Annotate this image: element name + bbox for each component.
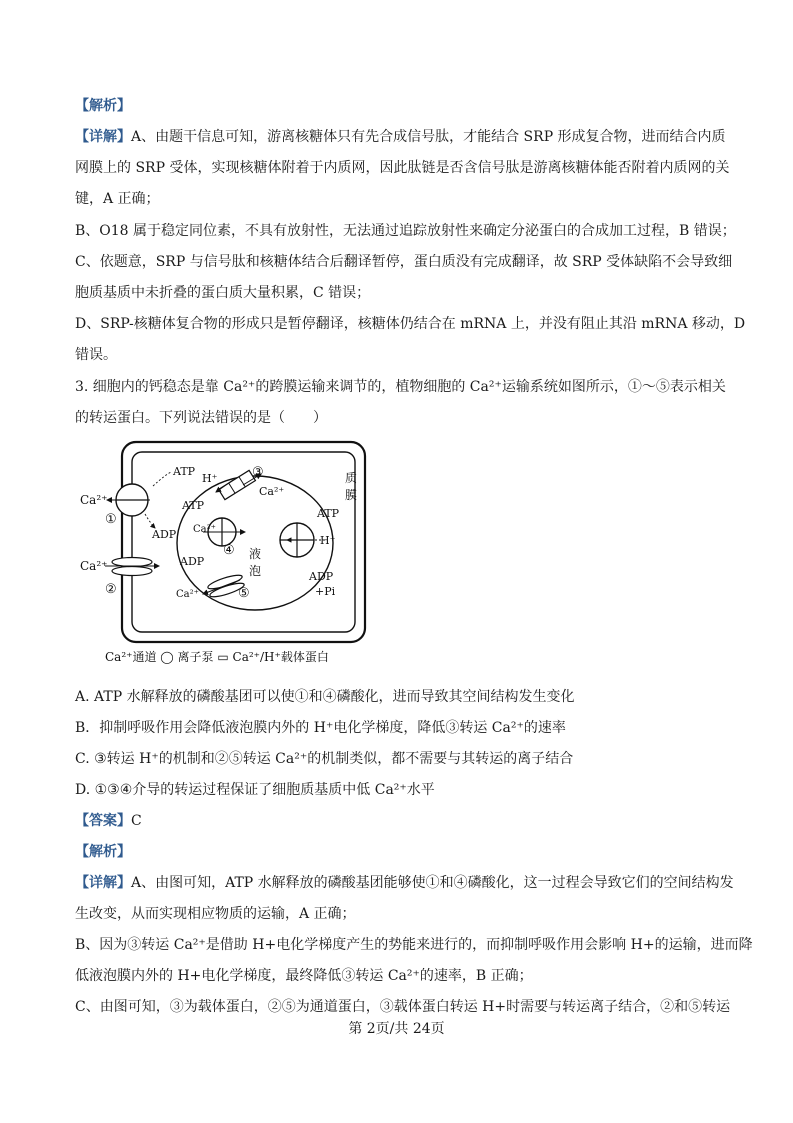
carrier-3 [219, 470, 256, 499]
ca-label: Ca²⁺ [80, 559, 108, 573]
label-3: ③ [252, 465, 264, 480]
analysis-heading-1: 【解析】 [75, 98, 131, 114]
option-b: B．抑制呼吸作用会降低液泡膜内外的 H⁺电化学梯度，降低③转运 Ca²⁺的速率 [75, 720, 566, 736]
analysis-line: B、因为③转运 Ca²⁺是借助 H+电化学梯度产生的势能来进行的，而抑制呼吸作用会影响 H+的运输，进而降 [75, 937, 753, 953]
label-5: ⑤ [238, 586, 250, 601]
answer-value: C [131, 813, 142, 829]
analysis-line: C、依题意，SRP 与信号肽和核糖体结合后翻译暂停，蛋白质没有完成翻译，故 SRP 受体缺陷不会导致细 [75, 254, 733, 270]
adp-pi-label: ADP [309, 570, 334, 583]
analysis-line: B、O18 属于稳定同位素，不具有放射性，无法通过追踪放射性来确定分泌蛋白的合成加工过程，B 错误； [75, 223, 736, 239]
analysis-line: 错误。 [75, 347, 117, 363]
ca-label: Ca²⁺ [80, 493, 108, 507]
label-4: ④ [223, 543, 235, 558]
vacuole-label: 液 [249, 547, 262, 561]
analysis-line: 【详解】A、由题干信息可知，游离核糖体只有先合成信号肽，才能结合 SRP 形成复合物，进而结合内质 [75, 129, 726, 145]
h-plus-label: H⁺ [320, 534, 336, 547]
analysis-line: 低液泡膜内外的 H+电化学梯度，最终降低③转运 Ca²⁺的速率，B 正确； [75, 968, 533, 984]
analysis-line: 胞质基质中未折叠的蛋白质大量积累，C 错误； [75, 285, 371, 301]
analysis-line: D、SRP-核糖体复合物的形成只是暂停翻译，核糖体仍结合在 mRNA 上，并没有阻止其沿 mRNA 移动，D [75, 316, 746, 332]
membrane-label: 膜 [345, 488, 358, 502]
atp-label: ATP [182, 499, 205, 512]
calcium-transport-diagram [75, 440, 375, 670]
question-stem-line: 的转运蛋白。下列说法错误的是（ ） [75, 410, 327, 426]
ca-label: Ca²⁺ [193, 524, 216, 535]
membrane-label: 质 [345, 471, 358, 485]
page-footer: 第 2页/共 24页 [348, 1021, 445, 1037]
analysis-line: C、由图可知，③为载体蛋白，②⑤为通道蛋白，③载体蛋白转运 H+时需要与转运离子结合，②和⑤转运 [75, 999, 731, 1015]
adp-label: ADP [180, 555, 205, 568]
answer-tag: 【答案】 [75, 813, 131, 829]
question-stem-line: 3. 细胞内的钙稳态是靠 Ca²⁺的跨膜运输来调节的，植物细胞的 Ca²⁺运输系统如图所示，①～⑤表示相关 [75, 379, 726, 395]
adp-pi-label: +Pi [315, 585, 336, 598]
atp-label: ATP [173, 465, 196, 478]
label-1: ① [105, 512, 117, 527]
analysis-line: 键，A 正确； [75, 191, 160, 207]
atp-label: ATP [317, 507, 340, 520]
option-a: A. ATP 水解释放的磷酸基团可以使①和④磷酸化，进而导致其空间结构发生变化 [75, 689, 575, 705]
analysis-line: 生改变，从而实现相应物质的运输，A 正确； [75, 906, 356, 922]
answer-line [75, 811, 725, 831]
detail-tag: 【详解】 [75, 129, 131, 145]
option-c: C. ③转运 H⁺的机制和②⑤转运 Ca²⁺的机制类似，都不需要与其转运的离子结合 [75, 751, 574, 767]
ca-label: Ca²⁺ [259, 485, 285, 498]
adp-label: ADP [152, 528, 177, 541]
analysis-line: 【详解】A、由图可知，ATP 水解释放的磷酸基团能够使①和④磷酸化，这一过程会导致它们的空间结构发 [75, 875, 734, 891]
ca-label: Ca²⁺ [176, 589, 199, 600]
analysis-heading-2: 【解析】 [75, 844, 131, 860]
diagram-legend: Ca²⁺通道 ◯ 离子泵 ▭ Ca²⁺/H⁺载体蛋白 [105, 650, 329, 664]
vacuole-label: 泡 [249, 564, 262, 578]
label-2: ② [105, 582, 117, 597]
detail-tag: 【详解】 [75, 875, 131, 891]
option-d: D. ①③④介导的转运过程保证了细胞质基质中低 Ca²⁺水平 [75, 782, 435, 798]
channel-2-top [112, 558, 152, 567]
channel-2-bottom [112, 567, 152, 576]
analysis-line: 网膜上的 SRP 受体，实现核糖体附着于内质网，因此肽链是否含信号肽是游离核糖体能否附着内质网的关 [75, 160, 730, 176]
h-plus-label: H⁺ [202, 472, 218, 485]
